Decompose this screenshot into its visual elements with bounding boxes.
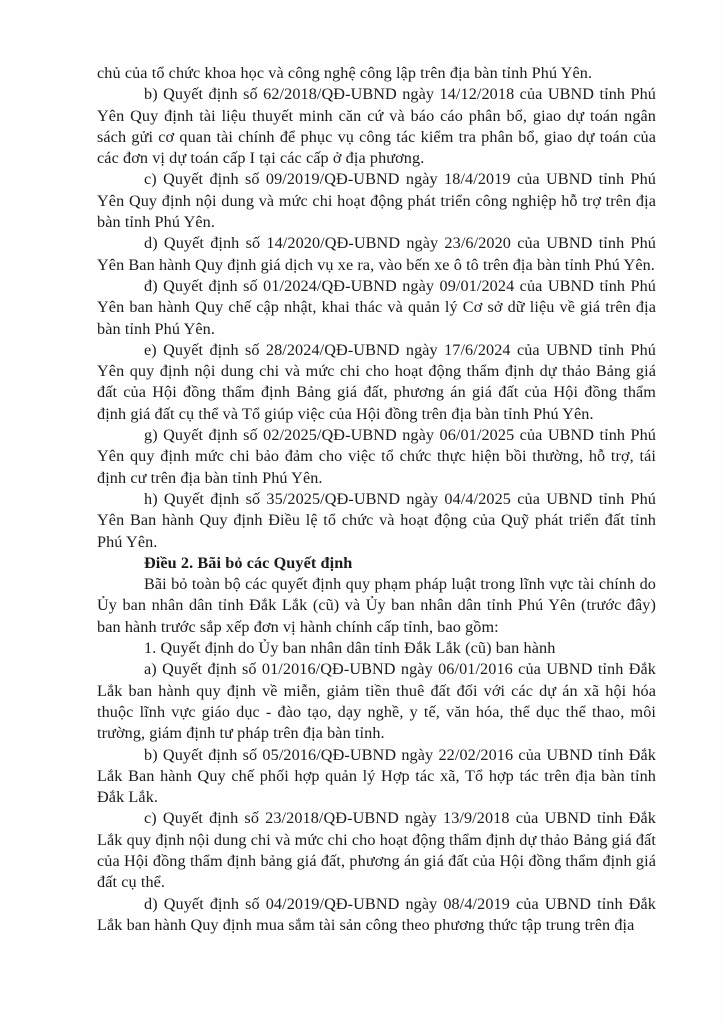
paragraph-decision-a-01-2016: a) Quyết định số 01/2016/QĐ-UBND ngày 06/01/2016 của UBND tỉnh Đắk Lắk ban hành quy định về miễn, giảm tiền thuê đất đối với các dự án xã hội hóa thuộc lĩnh vực giáo dục - đào tạo, dạy nghề, y tế, văn hóa, thể dục thể thao, môi trường, giám định tư pháp trên địa bàn tỉnh. bbox=[97, 660, 656, 743]
paragraph-decision-d-04-2019: d) Quyết định số 04/2019/QĐ-UBND ngày 08/4/2019 của UBND tỉnh Đắk Lắk ban hành Quy định mua sắm tài sản công theo phương thức tập trung trên địa bbox=[97, 894, 656, 934]
paragraph-decision-h-35-2025: h) Quyết định số 35/2025/QĐ-UBND ngày 04/4/2025 của UBND tỉnh Phú Yên Ban hành Quy định Điều lệ tổ chức và hoạt động của Quỹ phát triển đất tỉnh Phú Yên. bbox=[97, 489, 656, 551]
paragraph-continuation: chủ của tổ chức khoa học và công nghệ công lập trên địa bàn tỉnh Phú Yên. bbox=[97, 64, 593, 82]
paragraph-section-1: 1. Quyết định do Ủy ban nhân dân tỉnh Đắk Lắk (cũ) ban hành bbox=[144, 639, 556, 658]
paragraph-decision-g-02-2025: g) Quyết định số 02/2025/QĐ-UBND ngày 06/01/2025 của UBND tỉnh Phú Yên quy định mức chi bảo đảm cho việc tổ chức thực hiện bồi thường, hỗ trợ, tái định cư trên địa bàn tỉnh Phú Yên. bbox=[97, 426, 656, 487]
paragraph-decision-b-62-2018: b) Quyết định số 62/2018/QĐ-UBND ngày 14/12/2018 của UBND tỉnh Phú Yên Quy định tài liệu thuyết minh căn cứ và báo cáo phân bổ, giao dự toán ngân sách gửi cơ quan tài chính để phục vụ công tác kiểm tra phân bổ, giao dự toán của các đơn vị dự toán cấp I tại các cấp ở địa phương. bbox=[97, 85, 656, 168]
paragraph-decision-c-23-2018: c) Quyết định số 23/2018/QĐ-UBND ngày 13/9/2018 của UBND tỉnh Đắk Lắk quy định nội dung chi và mức chi cho hoạt động thẩm định dự thảo Bảng giá đất của Hội đồng thẩm định bảng giá đất, phương án giá đất của Hội đồng thẩm định giá đất cụ thể. bbox=[97, 809, 656, 892]
document-text-block bbox=[97, 63, 656, 936]
paragraph-decision-b-05-2016: b) Quyết định số 05/2016/QĐ-UBND ngày 22/02/2016 của UBND tỉnh Đắk Lắk Ban hành Quy chế phối hợp quản lý Hợp tác xã, Tổ hợp tác trên địa bàn tỉnh Đắk Lắk. bbox=[97, 745, 656, 807]
paragraph-decision-d-14-2020: d) Quyết định số 14/2020/QĐ-UBND ngày 23/6/2020 của UBND tỉnh Phú Yên Ban hành Quy định giá dịch vụ xe ra, vào bến xe ô tô trên địa bàn tỉnh Phú Yên. bbox=[97, 234, 656, 274]
paragraph-decision-c-09-2019: c) Quyết định số 09/2019/QĐ-UBND ngày 18/4/2019 của UBND tỉnh Phú Yên Quy định nội dung và mức chi hoạt động phát triển công nghiệp hỗ trợ trên địa bàn tỉnh Phú Yên. bbox=[97, 170, 656, 232]
paragraph-decision-e-28-2024: e) Quyết định số 28/2024/QĐ-UBND ngày 17/6/2024 của UBND tỉnh Phú Yên quy định nội dung chi và mức chi cho hoạt động thẩm định dự thảo Bảng giá đất của Hội đồng thẩm định Bảng giá đất, phương án giá đất của Hội đồng thẩm định giá đất cụ thể và Tổ giúp việc của Hội đồng trên địa bàn tỉnh Phú Yên. bbox=[97, 340, 656, 423]
paragraph-article-2-intro: Bãi bỏ toàn bộ các quyết định quy phạm pháp luật trong lĩnh vực tài chính do Ủy ban nhân dân tỉnh Đắk Lắk (cũ) và Ủy ban nhân dân tỉnh Phú Yên (trước đây) ban hành trước sắp xếp đơn vị hành chính cấp tỉnh, bao gồm: bbox=[97, 575, 656, 636]
heading-article-2: Điều 2. Bãi bỏ các Quyết định bbox=[144, 553, 353, 572]
paragraph-decision-dd-01-2024: đ) Quyết định số 01/2024/QĐ-UBND ngày 09/01/2024 của UBND tỉnh Phú Yên ban hành Quy chế cập nhật, khai thác và quản lý Cơ sở dữ liệu về giá trên địa bàn tỉnh Phú Yên. bbox=[97, 276, 656, 338]
